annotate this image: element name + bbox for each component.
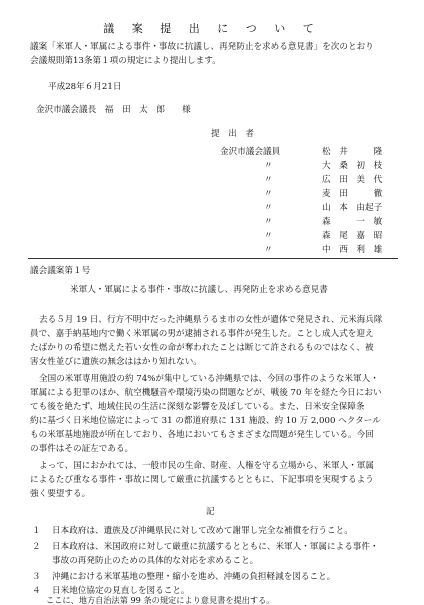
paragraph-line: 去る５月 19 日、行方不明中だった沖縄県うるま市の女性が遺体で発見され、元米海兵隊 xyxy=(39,315,383,325)
member-role: 〃 xyxy=(264,203,273,213)
page-title: 議 案 提 出 に つ い て xyxy=(103,22,321,35)
closing-statement: ここに、地方自治法第 99 条の規定により意見書を提出する。 xyxy=(46,595,275,605)
addressee: 金沢市議会議長 福 田 太 郎 様 xyxy=(36,105,191,115)
paragraph-line: の事件はその証左である。 xyxy=(30,444,134,454)
member-name: 中 西 利 雄 xyxy=(322,245,383,255)
paragraph-line: 員で、嘉手納基地内で働く米軍属の男が逮捕される事件が発生した。ことし成人式を迎え xyxy=(30,329,374,339)
intro-line-2: 会議規則第13条第１項の規定により提出します。 xyxy=(30,56,221,66)
item-text: 日米地位協定の見直しを図ること。 xyxy=(52,586,190,596)
item-number: ４ xyxy=(32,586,41,596)
paragraph-line: 約に基づく日米地位協定によって 31 の都道府県に 131 施設、約 10 万 2,000 ヘクタール xyxy=(30,416,381,426)
member-name: 大 桑 初 枝 xyxy=(322,161,383,171)
member-role: 〃 xyxy=(264,231,273,241)
bill-number: 議会議案第１号 xyxy=(30,266,91,276)
item-number: ２ xyxy=(32,542,41,552)
member-role: 〃 xyxy=(264,189,273,199)
member-role: 金沢市議会議員 xyxy=(220,147,281,157)
paragraph-line: 軍属による犯罪のほか、航空機騒音や環境汚染の問題などが、戦後 70 年を経た今日におい xyxy=(30,388,382,398)
paragraph-line: によるたび重なる事件・事故に関して厳重に抗議するとともに、下記事項を実現するよう xyxy=(30,475,374,485)
member-name: 広 田 美 代 xyxy=(322,175,383,185)
bill-title: 米軍人・軍属による事件・事故に抗議し、再発防止を求める意見書 xyxy=(70,285,328,295)
item-text: 事故の再発防止のための具体的な対応を求めること。 xyxy=(52,556,259,566)
paragraph-line: 全国の米軍専用施設の約 74%が集中している沖縄県では、今回の事件のような米軍人・ xyxy=(39,374,379,384)
paragraph-line: もの米軍基地施設が所在しており、各地においてもさまざまな問題が発生している。今回 xyxy=(30,430,374,440)
paragraph-line: ても後を絶たず、地域住民の生活に深刻な影響を及ぼしている。また、日米安全保障条 xyxy=(30,402,365,412)
member-role: 〃 xyxy=(264,175,273,185)
item-text: 沖縄における米軍基地の整理・縮小を進め、沖縄の負担軽減を図ること。 xyxy=(52,572,336,582)
submission-date: 平成28年６月21日 xyxy=(48,82,122,92)
member-role: 〃 xyxy=(264,217,273,227)
ki-heading: 記 xyxy=(206,507,215,517)
member-role: 〃 xyxy=(264,245,273,255)
paragraph-line: たばかりの希望に燃えた若い女性の命が奪われたことは断じて許されるものではなく、被 xyxy=(30,343,374,353)
paragraph-line: よって、国におかれては、一般市民の生命、財産、人権を守る立場から、米軍人・軍属 xyxy=(39,461,374,471)
intro-line-1: 議案「米軍人・軍属による事件・事故に抗議し、再発防止を求める意見書」を次のとおり xyxy=(30,42,374,52)
item-number: ３ xyxy=(32,572,41,582)
member-name: 松 井 隆 xyxy=(322,147,383,157)
paragraph-line: 強く要望する。 xyxy=(30,489,91,499)
paragraph-line: 害女性並びに遺族の無念ははかり知れない。 xyxy=(30,357,202,367)
item-text: 日本政府は、米国政府に対して厳重に抗議するとともに、米軍人・軍属による事件・ xyxy=(52,542,379,552)
member-name: 森 一 敏 xyxy=(322,217,383,227)
member-name: 山 本 由起子 xyxy=(322,203,383,213)
item-text: 日本政府は、遺族及び沖縄県民に対して改めて謝罪し完全な補償を行うこと。 xyxy=(52,526,353,536)
member-name: 麦 田 徹 xyxy=(322,189,383,199)
member-name: 森 尾 嘉 昭 xyxy=(322,231,383,241)
member-role: 〃 xyxy=(264,161,273,171)
submitter-heading: 提 出 者 xyxy=(211,129,254,139)
section-divider xyxy=(28,258,398,259)
item-number: １ xyxy=(32,526,41,536)
